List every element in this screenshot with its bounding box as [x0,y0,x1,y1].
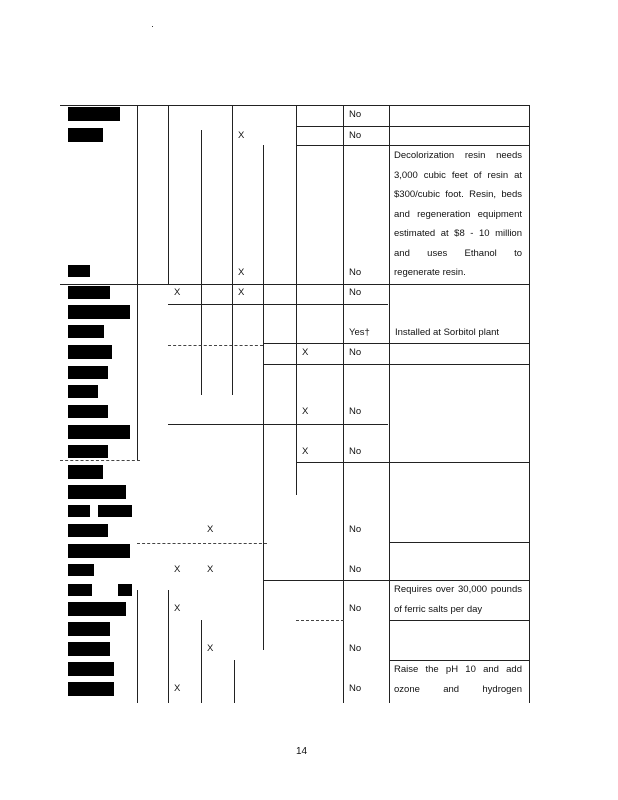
check-mark: X [302,406,309,417]
redacted-block [68,345,112,359]
redacted-block [68,485,126,499]
note-decolorization [394,146,522,283]
redacted-block [68,524,108,537]
redacted-block [68,602,126,616]
page-number: 14 [296,746,308,757]
check-mark: X [238,130,245,141]
check-mark: X [174,683,181,694]
check-mark: X [174,603,181,614]
redacted-block [68,584,92,596]
row-rule [389,620,530,621]
table-border-right [529,105,530,703]
redacted-block [68,325,104,338]
redacted-block [68,405,108,418]
check-mark: X [238,267,245,278]
check-mark: X [207,643,214,654]
answer-no: No [349,446,362,457]
answer-no: No [349,406,362,417]
row-rule [168,424,388,425]
answer-no: No [349,524,362,535]
redacted-block [68,622,110,636]
col-sep-7 [343,105,344,703]
answer-yes: Yes† [349,327,370,338]
note-raise-ph [394,660,522,699]
col-sep-6 [296,105,297,495]
answer-no: No [349,643,362,654]
answer-no: No [349,287,362,298]
col-sep-1 [137,105,138,460]
redacted-block [68,286,110,299]
col-sep-8 [389,105,390,703]
col-sep-4b [234,660,235,703]
redacted-block [68,465,103,479]
redacted-block [68,564,94,576]
check-mark: X [302,446,309,457]
col-sep-1b [137,590,138,703]
redacted-block [68,682,114,696]
redacted-block [68,107,120,121]
faint-rule [137,543,267,544]
redacted-block [68,445,108,458]
faint-rule [296,620,344,621]
redacted-block [68,305,130,319]
redacted-block [68,425,130,439]
answer-no: No [349,347,362,358]
row-rule [389,542,530,543]
check-mark: X [238,287,245,298]
answer-no: No [349,267,362,278]
note-line: ozone and hydrogen [394,683,522,695]
check-mark: X [174,287,181,298]
note-line: of ferric salts per day [394,603,483,615]
note-line: estimated at $8 - 10 million [394,228,522,239]
note-line: Requires over 30,000 pounds [394,584,522,595]
faint-rule [168,345,263,346]
col-sep-3b [201,620,202,703]
col-sep-2b [168,590,169,703]
faint-rule [60,460,140,461]
note-line: and uses Ethanol to [394,247,522,259]
col-sep-4 [232,105,233,395]
check-mark: X [174,564,181,575]
note-line: Decolorization resin needs [394,150,522,161]
redacted-block [68,366,108,379]
col-sep-2 [168,105,169,285]
row-rule [60,284,530,285]
row-rule [263,343,530,344]
note-line: and regeneration equipment [394,208,522,220]
note-line: Raise the pH 10 and add [394,664,522,675]
answer-no: No [349,683,362,694]
redacted-block [68,662,114,676]
answer-no: No [349,130,362,141]
note-line: 3,000 cubic feet of resin at [394,169,522,181]
note-line: $300/cubic foot. Resin, beds [394,189,522,200]
redacted-block [98,505,132,517]
redacted-block [68,128,103,142]
answer-no: No [349,564,362,575]
check-mark: X [207,564,214,575]
col-sep-5 [263,145,264,650]
row-rule [296,462,530,463]
redacted-block [68,642,110,656]
note-sorbitol: Installed at Sorbitol plant [395,327,500,338]
row-rule [60,105,530,106]
redacted-block [68,544,130,558]
row-rule [263,364,530,365]
redacted-block [68,265,90,277]
answer-no: No [349,109,362,120]
note-ferric [394,580,522,619]
answer-no: No [349,603,362,614]
row-rule [168,304,388,305]
col-sep-3 [201,130,202,395]
check-mark: X [207,524,214,535]
redacted-block [68,505,90,517]
redacted-block [118,584,132,596]
row-rule [296,126,530,127]
scan-speck [152,26,153,27]
note-line: regenerate resin. [394,267,466,278]
redacted-block [68,385,98,398]
check-mark: X [302,347,309,358]
